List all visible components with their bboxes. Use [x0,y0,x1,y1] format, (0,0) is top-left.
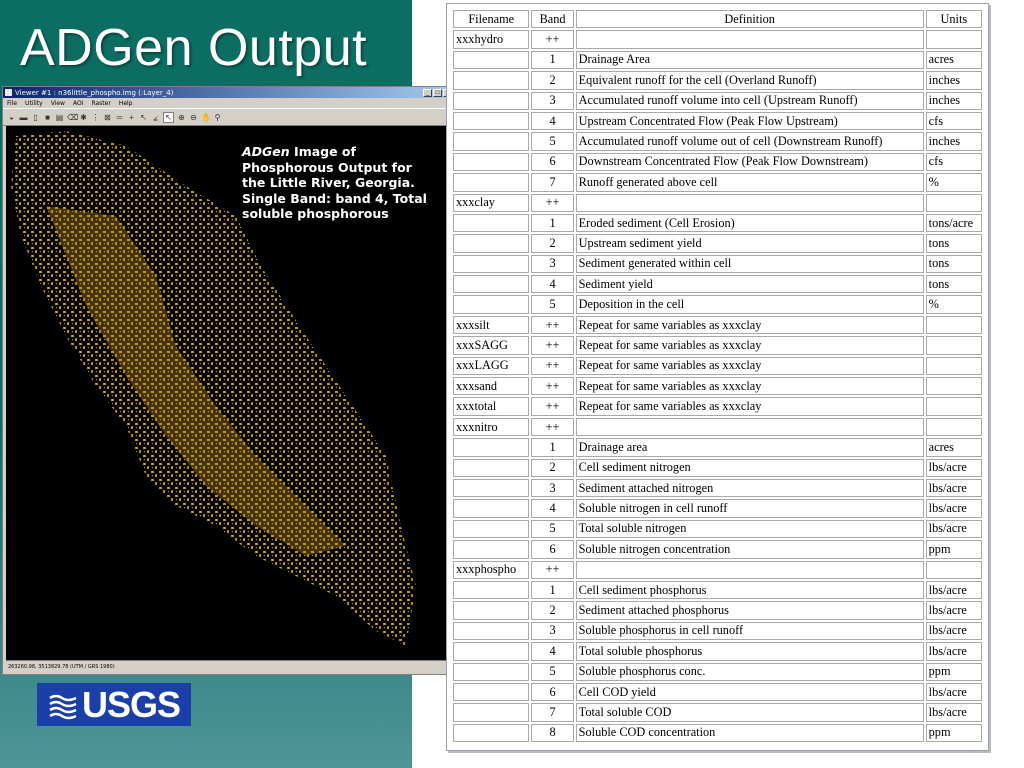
cell-units: lbs/acre [926,703,982,721]
cell-band: 7 [531,173,573,191]
cell-filename [453,214,529,232]
measure-icon[interactable]: ⦤ [153,112,158,122]
cell-units: ppm [926,724,982,742]
cell-band: 1 [531,581,573,599]
table-row [453,663,982,681]
cell-band: 4 [531,642,573,660]
table-row [453,92,982,110]
cell-filename [453,112,529,130]
cell-definition: Downstream Concentrated Flow (Peak Flow Downstream) [576,153,924,171]
table-row [453,51,982,69]
output-variables-table [451,8,984,744]
viewer-menubar [3,98,453,108]
grid-icon[interactable]: ⋮ [91,112,100,122]
viewer-app-icon [5,89,12,96]
cell-filename: xxxsand [453,377,529,395]
table-row [453,540,982,558]
cell-definition [576,561,924,579]
cell-definition: Sediment attached phosphorus [576,601,924,619]
cell-filename: xxxSAGG [453,336,529,354]
cell-definition: Cell sediment phosphorus [576,581,924,599]
viewer-window[interactable] [2,86,454,675]
cell-definition: Sediment yield [576,275,924,293]
table-row [453,438,982,456]
table-body [453,30,982,742]
cell-filename [453,295,529,313]
cell-units: tons [926,275,982,293]
table-row [453,520,982,538]
menu-aoi[interactable]: AOI [72,99,84,107]
cell-band: 2 [531,71,573,89]
cell-units: ppm [926,663,982,681]
cell-filename: xxxLAGG [453,357,529,375]
cell-definition: Soluble nitrogen concentration [576,540,924,558]
cell-filename [453,153,529,171]
table-row [453,397,982,415]
cell-band: 5 [531,520,573,538]
cell-band: 4 [531,275,573,293]
cell-units [926,357,982,375]
line-icon[interactable]: ═ [116,112,123,122]
cell-units: lbs/acre [926,622,982,640]
cell-definition: Total soluble phosphorus [576,642,924,660]
select-icon[interactable]: ↖ [163,112,174,123]
usgs-wave-icon [48,690,78,720]
arrow-icon[interactable]: ↖ [140,112,147,122]
cell-filename [453,275,529,293]
cell-band: ++ [531,194,573,212]
cell-units: inches [926,71,982,89]
cell-filename [453,92,529,110]
cell-units: tons/acre [926,214,982,232]
cell-units [926,30,982,48]
cell-band: 5 [531,295,573,313]
menu-view[interactable]: View [50,99,65,107]
cell-definition: Sediment attached nitrogen [576,479,924,497]
table-row [453,642,982,660]
map-caption-italic: ADGen [242,144,290,159]
cell-filename [453,234,529,252]
cell-units: % [926,295,982,313]
cell-filename [453,520,529,538]
cell-band: 3 [531,622,573,640]
table-row [453,71,982,89]
save-icon[interactable]: ■ [45,112,50,122]
menu-raster[interactable]: Raster [91,99,111,107]
cell-filename: xxxhydro [453,30,529,48]
viewer-status-bar: 263260.98, 3513829.78 (UTM / GRS 1980) [6,660,450,673]
cell-units [926,194,982,212]
cell-definition: Repeat for same variables as xxxclay [576,357,924,375]
cell-band: ++ [531,316,573,334]
slide-title: ADGen Output [20,19,368,77]
table-row [453,153,982,171]
cell-definition: Repeat for same variables as xxxclay [576,316,924,334]
cell-definition: Soluble phosphorus in cell runoff [576,622,924,640]
cell-filename [453,255,529,273]
table-row [453,295,982,313]
cell-definition: Repeat for same variables as xxxclay [576,397,924,415]
viewer-toolbar [3,108,453,126]
cell-filename [453,663,529,681]
cell-filename [453,724,529,742]
cell-definition: Sediment generated within cell [576,255,924,273]
cell-band: ++ [531,30,573,48]
cell-definition: Soluble nitrogen in cell runoff [576,499,924,517]
open-icon[interactable]: ◒ [9,112,14,122]
cell-filename: xxxtotal [453,397,529,415]
table-row [453,418,982,436]
table-row [453,336,982,354]
cell-band: 6 [531,683,573,701]
cell-band: 4 [531,499,573,517]
fit-icon[interactable]: ⊠ [104,112,111,122]
cell-definition [576,194,924,212]
minimize-button[interactable]: _ [423,89,432,97]
cell-units: inches [926,92,982,110]
table-row [453,683,982,701]
cell-units: lbs/acre [926,479,982,497]
cell-definition: Deposition in the cell [576,295,924,313]
table-row [453,112,982,130]
crosshair-icon[interactable]: + [129,112,134,122]
cell-band: ++ [531,397,573,415]
cell-filename [453,173,529,191]
table-row [453,316,982,334]
cell-band: 5 [531,132,573,150]
cell-band: 6 [531,153,573,171]
header-filename: Filename [453,10,529,28]
table-row [453,459,982,477]
header-definition: Definition [576,10,924,28]
header-units: Units [926,10,982,28]
cell-band: 3 [531,479,573,497]
map-caption [242,144,437,222]
cell-units [926,561,982,579]
pan-icon[interactable]: ✋ [201,112,211,122]
cell-band: 7 [531,703,573,721]
inquire-icon[interactable]: ⚲ [214,112,221,122]
cell-definition: Soluble COD concentration [576,724,924,742]
table-row [453,357,982,375]
cell-filename [453,601,529,619]
cell-definition: Total soluble nitrogen [576,520,924,538]
cell-units: lbs/acre [926,520,982,538]
table-row [453,724,982,742]
cell-units: cfs [926,153,982,171]
zoom-in-icon[interactable]: ⊕ [178,112,185,122]
cell-filename [453,459,529,477]
cell-band: 8 [531,724,573,742]
cell-definition: Runoff generated above cell [576,173,924,191]
cell-units: lbs/acre [926,683,982,701]
cell-units [926,316,982,334]
table-row [453,275,982,293]
table-row [453,703,982,721]
cell-filename [453,540,529,558]
zoom-out-icon[interactable]: ⊖ [190,112,197,122]
cell-band: 1 [531,214,573,232]
cell-band: 2 [531,234,573,252]
cell-units [926,397,982,415]
table-row [453,377,982,395]
cell-definition: Upstream Concentrated Flow (Peak Flow Upstream) [576,112,924,130]
cell-filename: xxxsilt [453,316,529,334]
cell-definition [576,30,924,48]
print-icon[interactable]: ▤ [55,112,64,122]
cell-filename [453,71,529,89]
cell-definition: Cell COD yield [576,683,924,701]
cell-band: 3 [531,255,573,273]
cell-filename [453,703,529,721]
table-row [453,30,982,48]
cell-units: cfs [926,112,982,130]
cell-filename: xxxclay [453,194,529,212]
table-row [453,234,982,252]
clear-icon[interactable]: ⌫ [67,112,79,122]
cell-definition [576,418,924,436]
cell-units: lbs/acre [926,499,982,517]
cell-filename [453,132,529,150]
cell-filename [453,479,529,497]
table-row [453,581,982,599]
table-header-row [453,10,982,28]
usgs-logo [37,683,191,726]
folder-icon[interactable]: ▬ [19,112,28,122]
cell-units [926,377,982,395]
header-band: Band [531,10,573,28]
cell-units: lbs/acre [926,459,982,477]
table-row [453,601,982,619]
map-caption-text: Image of Phosphorous Output for the Little River, Georgia. Single Band: band 4, Total soluble phosphorous [242,144,427,221]
cell-definition: Equivalent runoff for the cell (Overland Runoff) [576,71,924,89]
maximize-button[interactable]: □ [433,89,442,97]
table-row [453,255,982,273]
cell-band: ++ [531,561,573,579]
cell-filename [453,683,529,701]
table-row [453,499,982,517]
table-row [453,173,982,191]
cell-filename [453,581,529,599]
cell-band: ++ [531,377,573,395]
cell-units: acres [926,51,982,69]
cell-band: 4 [531,112,573,130]
cell-units: % [926,173,982,191]
new-icon[interactable]: ▯ [33,112,38,122]
cell-definition: Soluble phosphorus conc. [576,663,924,681]
cell-band: 2 [531,601,573,619]
cell-units: tons [926,255,982,273]
viewer-window-title: Viewer #1 : n36little_phospho.img (:Layer_4) [15,88,174,97]
cell-definition: Repeat for same variables as xxxclay [576,377,924,395]
cell-filename: xxxnitro [453,418,529,436]
cell-band: 3 [531,92,573,110]
cell-units: acres [926,438,982,456]
cell-units: inches [926,132,982,150]
cell-band: 6 [531,540,573,558]
cell-filename [453,51,529,69]
viewer-titlebar[interactable] [3,87,453,98]
cell-band: ++ [531,418,573,436]
cell-band: ++ [531,336,573,354]
cell-units: lbs/acre [926,581,982,599]
table-row [453,214,982,232]
cell-definition: Cell sediment nitrogen [576,459,924,477]
cell-definition: Total soluble COD [576,703,924,721]
raster-map-view[interactable] [6,126,447,661]
cell-definition: Repeat for same variables as xxxclay [576,336,924,354]
table-row [453,132,982,150]
cell-band: 1 [531,51,573,69]
cell-filename [453,438,529,456]
cell-definition: Upstream sediment yield [576,234,924,252]
cell-definition: Accumulated runoff volume out of cell (Downstream Runoff) [576,132,924,150]
cell-units: lbs/acre [926,642,982,660]
info-icon[interactable]: ✱ [80,112,87,122]
cell-definition: Drainage Area [576,51,924,69]
table-row [453,194,982,212]
cell-definition: Drainage area [576,438,924,456]
cell-band: 2 [531,459,573,477]
cell-band: 5 [531,663,573,681]
cell-units: tons [926,234,982,252]
cell-band: 1 [531,438,573,456]
table-row [453,622,982,640]
menu-file[interactable]: File [7,99,18,107]
cell-definition: Accumulated runoff volume into cell (Upstream Runoff) [576,92,924,110]
cell-filename [453,622,529,640]
table-row [453,561,982,579]
output-table-frame [446,3,989,751]
cell-units [926,336,982,354]
cell-units: ppm [926,540,982,558]
menu-utility[interactable]: Utility [25,99,43,107]
cell-definition: Eroded sediment (Cell Erosion) [576,214,924,232]
cell-units: lbs/acre [926,601,982,619]
cell-filename: xxxphospho [453,561,529,579]
usgs-logo-text: USGS [81,684,181,725]
cell-band: ++ [531,357,573,375]
cell-filename [453,642,529,660]
cell-units [926,418,982,436]
table-row [453,479,982,497]
cell-filename [453,499,529,517]
menu-help[interactable]: Help [118,99,133,107]
